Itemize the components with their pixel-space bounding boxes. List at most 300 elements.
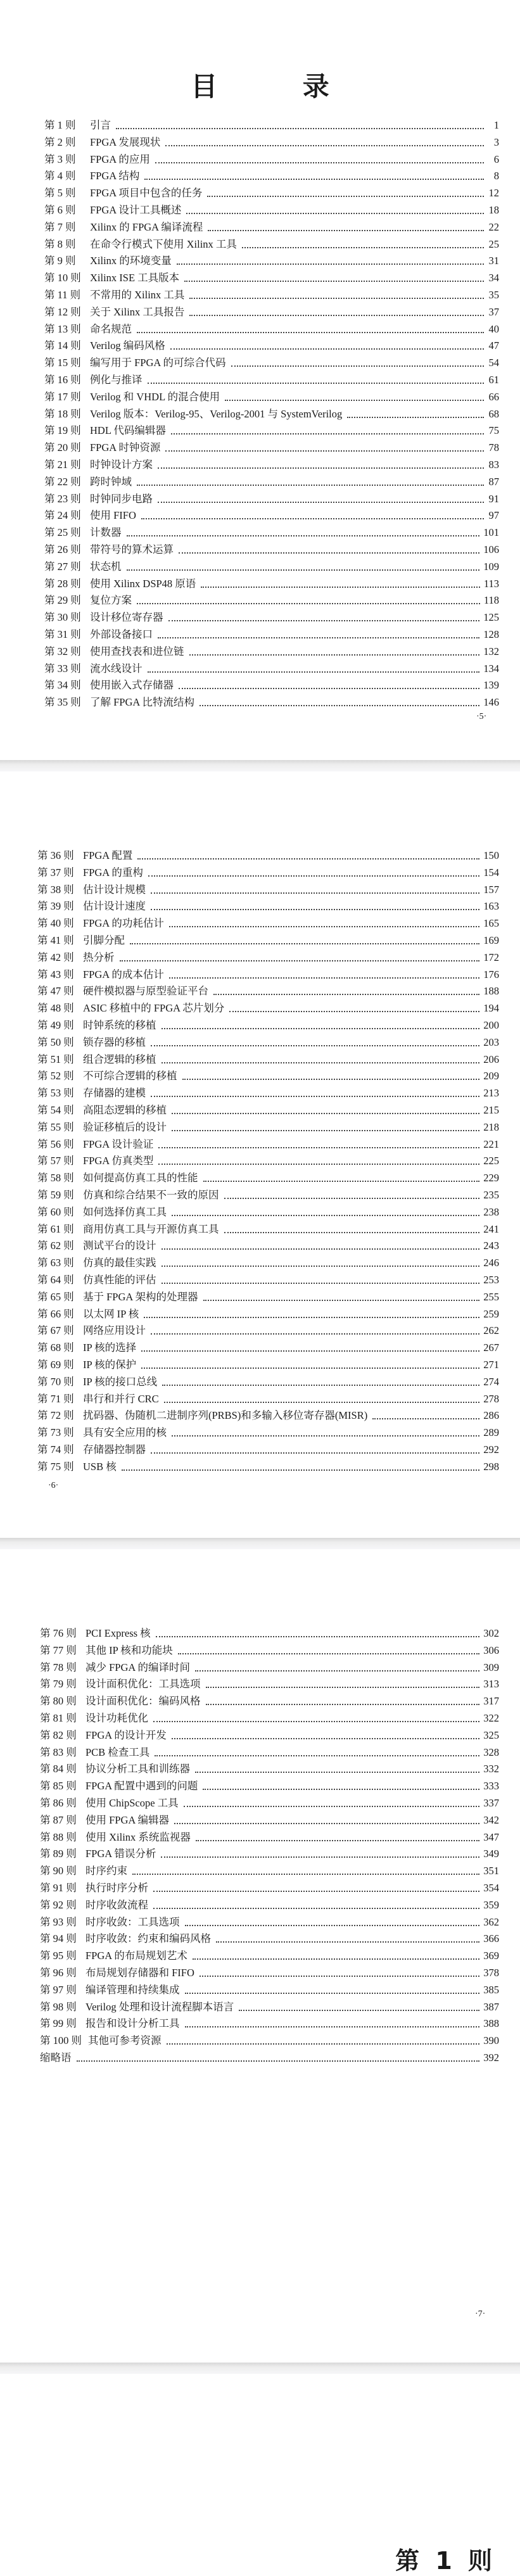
page-divider	[0, 2363, 520, 2374]
dot-leader	[179, 552, 479, 554]
entry-number: 第 62 则	[37, 1240, 74, 1252]
dot-leader	[148, 875, 479, 877]
toc-entry[interactable]	[40, 1881, 499, 1896]
entry-page-number: 366	[483, 1932, 499, 1945]
entry-page-number: 12	[488, 187, 499, 200]
entry-title: Verilog 编码风格	[90, 339, 165, 352]
entry-page-number: 54	[488, 357, 499, 369]
dot-leader	[184, 1806, 480, 1807]
entry-page-number: 313	[483, 1678, 499, 1691]
entry-number: 第 61 则	[37, 1222, 74, 1235]
toc-entry[interactable]	[44, 270, 499, 286]
entry-page-number: 169	[483, 934, 499, 946]
dot-leader	[203, 1789, 479, 1790]
entry-title: 时钟系统的移植	[83, 1019, 156, 1031]
dot-leader	[164, 1402, 480, 1403]
dot-leader	[172, 1215, 479, 1216]
entry-page-number: 388	[483, 2017, 499, 2030]
entry-title: 基于 FPGA 架构的处理器	[83, 1290, 198, 1303]
entry-page-number: 125	[483, 611, 499, 624]
entry-title: 串行和并行 CRC	[83, 1392, 159, 1405]
dot-leader	[168, 620, 480, 621]
toc-entry[interactable]	[44, 186, 499, 201]
entry-title: 使用 FIFO	[90, 509, 136, 522]
entry-number: 第 3 则	[44, 153, 76, 165]
dot-leader	[167, 2043, 480, 2045]
toc-entry[interactable]	[40, 1711, 499, 1726]
entry-title: HDL 代码编辑器	[90, 424, 166, 437]
entry-page-number: 387	[483, 2000, 499, 2013]
toc-entry[interactable]	[44, 118, 499, 133]
toc-entry[interactable]	[37, 916, 499, 931]
dot-leader	[116, 128, 484, 129]
dot-leader	[162, 1385, 479, 1386]
entry-page-number: 6	[493, 153, 499, 165]
entry-page-number: 253	[483, 1274, 499, 1286]
entry-page-number: 18	[488, 204, 499, 216]
entry-number: 第 48 则	[37, 1002, 74, 1015]
entry-page-number: 200	[483, 1019, 499, 1031]
entry-number: 第 14 则	[44, 339, 81, 352]
toc-entry[interactable]	[44, 492, 499, 507]
dot-leader	[161, 1856, 479, 1858]
entry-page-number: 302	[483, 1627, 499, 1639]
entry-number: 第 43 则	[37, 968, 74, 980]
dot-leader	[151, 909, 479, 910]
entry-number: 第 9 则	[44, 255, 76, 267]
dot-leader	[122, 1469, 480, 1471]
entry-title: FPGA 的功耗估计	[83, 917, 164, 930]
toc-entry[interactable]	[40, 1779, 499, 1794]
dot-leader	[155, 1755, 479, 1756]
toc-entry[interactable]	[44, 338, 499, 353]
toc-entry[interactable]	[44, 355, 499, 371]
entry-page-number: 25	[488, 238, 499, 250]
dot-leader	[196, 1840, 479, 1841]
toc-entry[interactable]	[44, 695, 499, 710]
toc-entry[interactable]	[44, 593, 499, 608]
entry-title: Verilog 处理和设计流程脚本语言	[86, 2000, 234, 2013]
entry-title: 使用 ChipScope 工具	[86, 1797, 179, 1809]
toc-entry[interactable]	[37, 1018, 499, 1033]
toc-entry[interactable]	[37, 1255, 499, 1271]
toc-entry[interactable]	[37, 1153, 499, 1169]
toc-entry[interactable]	[37, 1340, 499, 1355]
dot-leader	[127, 535, 480, 536]
entry-number: 第 68 则	[37, 1342, 74, 1354]
dot-leader	[169, 977, 479, 979]
toc-entry[interactable]	[44, 644, 499, 659]
entry-page-number: 332	[483, 1763, 499, 1775]
entry-page-number: 97	[488, 509, 499, 522]
entry-title: 使用 Xilinx 系统监视器	[86, 1830, 191, 1843]
entry-page-number: 3	[493, 136, 499, 148]
dot-leader	[158, 1147, 479, 1148]
dot-leader	[200, 705, 479, 706]
entry-title: FPGA 的设计开发	[86, 1729, 167, 1741]
toc-entry[interactable]	[40, 2050, 499, 2065]
chapter-heading: 第 1 则	[395, 2547, 496, 2575]
entry-number: 第 58 则	[37, 1172, 74, 1184]
entry-title: 减少 FPGA 的编译时间	[86, 1661, 191, 1673]
dot-leader	[200, 1976, 479, 1977]
entry-page-number: 218	[483, 1120, 499, 1133]
toc-entry[interactable]	[44, 627, 499, 642]
entry-number: 第 87 则	[40, 1813, 77, 1826]
toc-entry[interactable]	[44, 542, 499, 557]
toc-entry[interactable]	[37, 1188, 499, 1203]
toc-entry[interactable]	[37, 1323, 499, 1338]
toc-entry[interactable]	[44, 237, 499, 252]
toc-entry[interactable]	[37, 1307, 499, 1322]
entry-number: 第 72 则	[37, 1409, 74, 1422]
entry-page-number: 146	[483, 696, 499, 709]
entry-number: 第 51 则	[37, 1053, 74, 1065]
toc-entry[interactable]	[37, 1103, 499, 1118]
toc-entry[interactable]	[37, 1222, 499, 1237]
entry-page-number: 390	[483, 2034, 499, 2047]
toc-entry[interactable]	[37, 1035, 499, 1050]
toc-entry[interactable]	[40, 2000, 499, 2015]
toc-entry[interactable]	[44, 407, 499, 422]
entry-number: 第 56 则	[37, 1138, 74, 1150]
entry-number: 第 90 则	[40, 1865, 77, 1877]
entry-page-number: 113	[483, 577, 499, 590]
dot-leader	[189, 315, 484, 316]
entry-title: 仿真性能的评估	[83, 1274, 156, 1286]
toc-entry[interactable]	[44, 168, 499, 184]
entry-page-number: 68	[488, 407, 499, 420]
entry-page-number: 385	[483, 1983, 499, 1996]
entry-title: 高阻态逻辑的移植	[83, 1104, 167, 1116]
dot-leader	[153, 1721, 479, 1722]
toc-entry[interactable]	[37, 1425, 499, 1440]
toc-entry[interactable]	[44, 152, 499, 167]
toc-entry[interactable]	[37, 1069, 499, 1084]
entry-number: 第 8 则	[44, 238, 76, 250]
toc-entry[interactable]	[37, 882, 499, 898]
toc-entry[interactable]	[37, 1357, 499, 1373]
toc-entry[interactable]	[44, 576, 499, 592]
dot-leader	[172, 1113, 479, 1114]
entry-number: 第 66 则	[37, 1307, 74, 1320]
entry-page-number: 292	[483, 1443, 499, 1456]
toc-entry[interactable]	[37, 1001, 499, 1016]
toc-entry[interactable]	[44, 559, 499, 574]
entry-page-number: 274	[483, 1375, 499, 1388]
toc-entry[interactable]	[37, 1459, 499, 1475]
entry-number: 第 95 则	[40, 1950, 77, 1962]
toc-entry[interactable]	[44, 525, 499, 540]
dot-leader	[158, 1164, 479, 1165]
entry-title: 验证移植后的设计	[83, 1120, 167, 1133]
entry-page-number: 154	[483, 866, 499, 879]
entry-number: 第 25 则	[44, 526, 81, 539]
entry-title: IP 核的保护	[83, 1359, 137, 1371]
dot-leader	[132, 1874, 479, 1875]
toc-entry[interactable]	[40, 1965, 499, 1981]
toc-entry[interactable]	[44, 288, 499, 303]
toc-entry[interactable]	[44, 253, 499, 269]
toc-entry[interactable]	[40, 1830, 499, 1845]
entry-title: 以太网 IP 核	[83, 1307, 139, 1320]
entry-page-number: 61	[488, 374, 499, 386]
toc-entry[interactable]	[40, 1643, 499, 1658]
dot-leader	[141, 1367, 479, 1369]
toc-entry[interactable]	[40, 1983, 499, 1998]
entry-number: 第 29 则	[44, 594, 81, 607]
entry-page-number: 194	[483, 1002, 499, 1015]
toc-entry[interactable]	[40, 1898, 499, 1913]
entry-number: 第 30 则	[44, 611, 81, 624]
entry-page-number: 118	[483, 594, 499, 607]
toc-entry[interactable]	[40, 1728, 499, 1743]
toc-entry[interactable]	[44, 440, 499, 455]
entry-number: 第 98 则	[40, 2000, 77, 2013]
dot-leader	[162, 1266, 480, 1267]
chapter-page	[0, 2374, 520, 2566]
toc-entry[interactable]	[40, 1863, 499, 1879]
toc-entry[interactable]	[44, 390, 499, 405]
dot-leader	[171, 433, 484, 435]
toc-entry[interactable]	[37, 1205, 499, 1220]
entry-number: 第 93 则	[40, 1915, 77, 1928]
entry-page-number: 347	[483, 1830, 499, 1843]
toc-entry[interactable]	[40, 1931, 499, 1946]
toc-entry[interactable]	[44, 610, 499, 625]
toc-entry[interactable]	[44, 372, 499, 388]
toc-entry[interactable]	[37, 967, 499, 982]
dot-leader	[155, 162, 484, 163]
entry-number: 第 52 则	[37, 1070, 74, 1082]
dot-leader	[186, 213, 484, 214]
dot-leader	[239, 2010, 479, 2011]
toc-entry[interactable]	[37, 848, 499, 863]
entry-number: 第 50 则	[37, 1036, 74, 1048]
entry-title: ASIC 移植中的 FPGA 芯片划分	[83, 1002, 225, 1015]
toc-entry[interactable]	[37, 1290, 499, 1305]
entry-title: 引言	[90, 119, 111, 131]
entry-number: 第 10 则	[44, 272, 81, 284]
toc-entry[interactable]	[40, 2033, 499, 2048]
entry-title: 估计设计速度	[83, 900, 146, 913]
dot-leader	[144, 1317, 479, 1318]
toc-entry[interactable]	[37, 933, 499, 948]
toc-entry[interactable]	[37, 1272, 499, 1288]
entry-number: 第 71 则	[37, 1392, 74, 1405]
entry-title: FPGA 结构	[90, 170, 140, 182]
page-folio: ·6·	[48, 1481, 59, 1490]
entry-page-number: 157	[483, 883, 499, 896]
entry-title: IP 核的选择	[83, 1342, 137, 1354]
entry-number: 第 96 则	[40, 1967, 77, 1979]
entry-title: 设计面积优化：工具选项	[86, 1678, 201, 1691]
entry-number: 第 55 则	[37, 1120, 74, 1133]
entry-page-number: 31	[488, 255, 499, 267]
entry-page-number: 139	[483, 679, 499, 692]
entry-title: 锁存器的移植	[83, 1036, 146, 1048]
entry-title: 不可综合逻辑的移植	[83, 1070, 177, 1082]
dot-leader	[165, 145, 484, 146]
entry-title: 报告和设计分析工具	[86, 2017, 180, 2030]
entry-title: Xilinx ISE 工具版本	[90, 272, 180, 284]
toc-entry[interactable]	[44, 678, 499, 693]
entry-page-number: 22	[488, 220, 499, 233]
entry-page-number: 47	[488, 339, 499, 352]
dot-leader	[174, 1823, 479, 1824]
entry-title: Xilinx 的环境变量	[90, 255, 172, 267]
toc-entry[interactable]	[40, 1677, 499, 1692]
entry-title: 协议分析工具和训练器	[86, 1763, 190, 1775]
page-folio: ·7·	[475, 2309, 486, 2319]
entry-page-number: 246	[483, 1257, 499, 1269]
entry-page-number: 349	[483, 1848, 499, 1860]
entry-title: 编写用于 FPGA 的可综合代码	[90, 357, 226, 369]
entry-number: 第 92 则	[40, 1898, 77, 1911]
entry-page-number: 351	[483, 1865, 499, 1877]
dot-leader	[177, 263, 484, 265]
dot-leader	[224, 1232, 480, 1233]
entry-number: 第 15 则	[44, 357, 81, 369]
toc-entry[interactable]	[40, 1915, 499, 1930]
toc-entry[interactable]	[37, 1238, 499, 1253]
entry-number: 第 67 则	[37, 1324, 74, 1337]
dot-leader	[170, 348, 484, 350]
entry-title: 时钟设计方案	[90, 459, 153, 471]
toc-entry[interactable]	[44, 135, 499, 150]
entry-title: 关于 Xilinx 工具报告	[90, 305, 185, 318]
entry-title: FPGA 的布局规划艺术	[86, 1950, 187, 1962]
entry-page-number: 91	[488, 492, 499, 505]
toc-entry[interactable]	[37, 1137, 499, 1152]
toc-entry[interactable]	[44, 322, 499, 337]
dot-leader	[77, 2060, 480, 2062]
dot-leader	[137, 603, 480, 604]
toc-entry[interactable]	[37, 1374, 499, 1390]
toc-entry[interactable]	[37, 1120, 499, 1135]
toc-entry[interactable]	[44, 508, 499, 523]
dot-leader	[148, 383, 485, 384]
toc-entry[interactable]	[37, 899, 499, 914]
toc-entry[interactable]	[37, 1052, 499, 1067]
entry-page-number: 392	[483, 2052, 499, 2064]
entry-page-number: 362	[483, 1915, 499, 1928]
entry-title: 设计面积优化：编码风格	[86, 1695, 201, 1708]
entry-page-number: 337	[483, 1797, 499, 1809]
toc-entry[interactable]	[40, 1813, 499, 1828]
entry-page-number: 75	[488, 424, 499, 437]
toc-entry[interactable]	[44, 457, 499, 473]
toc-entry[interactable]	[44, 661, 499, 676]
entry-title: FPGA 发展现状	[90, 136, 161, 148]
toc-entry[interactable]	[40, 1948, 499, 1964]
entry-page-number: 172	[483, 951, 499, 963]
toc-entry[interactable]	[44, 423, 499, 438]
dot-leader	[184, 281, 484, 282]
entry-title: FPGA 错误分析	[86, 1848, 156, 1860]
toc-entry[interactable]	[37, 1442, 499, 1457]
entry-title: 其他 IP 核和功能块	[86, 1644, 173, 1656]
dot-leader	[201, 587, 480, 588]
page-divider	[0, 760, 520, 771]
toc-entry[interactable]	[40, 1660, 499, 1675]
entry-title: 缩略语	[40, 2052, 72, 2064]
toc-entry[interactable]	[37, 1392, 499, 1407]
entry-title: 存储器控制器	[83, 1443, 146, 1456]
entry-page-number: 165	[483, 917, 499, 930]
entry-page-number: 359	[483, 1898, 499, 1911]
toc-entry[interactable]	[44, 305, 499, 320]
toc-entry[interactable]	[37, 984, 499, 999]
toc-entry[interactable]	[40, 1694, 499, 1709]
toc-entry[interactable]	[40, 1626, 499, 1641]
entry-title: FPGA 的成本估计	[83, 968, 164, 980]
toc-entry[interactable]	[37, 950, 499, 965]
toc-entry[interactable]	[40, 1761, 499, 1777]
entry-number: 第 69 则	[37, 1359, 74, 1371]
entry-number: 第 6 则	[44, 204, 76, 216]
toc-title: 目 录	[191, 71, 367, 102]
dot-leader	[137, 332, 484, 333]
entry-title: 布局规划存储器和 FIFO	[86, 1967, 194, 1979]
entry-page-number: 262	[483, 1324, 499, 1337]
dot-leader	[137, 858, 479, 860]
entry-number: 第 42 则	[37, 951, 74, 963]
entry-number: 第 13 则	[44, 322, 81, 335]
entry-title: FPGA 项目中包含的任务	[90, 187, 203, 200]
entry-page-number: 278	[483, 1392, 499, 1405]
entry-title: 设计功耗优化	[86, 1712, 148, 1724]
entry-title: 时钟同步电路	[90, 492, 153, 505]
toc-entry[interactable]	[40, 2016, 499, 2031]
toc-entry[interactable]	[40, 1846, 499, 1862]
entry-number: 第 27 则	[44, 560, 81, 573]
entry-page-number: 369	[483, 1950, 499, 1962]
entry-title: 估计设计规模	[83, 883, 146, 896]
toc-entry[interactable]	[37, 865, 499, 880]
entry-number: 第 7 则	[44, 220, 76, 233]
entry-number: 第 17 则	[44, 390, 81, 403]
entry-page-number: 87	[488, 475, 499, 488]
dot-leader	[162, 1062, 480, 1063]
entry-title: 执行时序分析	[86, 1882, 148, 1894]
dot-leader	[169, 926, 479, 927]
toc-entry[interactable]	[37, 1408, 499, 1423]
entry-title: 在命令行模式下使用 Xilinx 工具	[90, 238, 237, 250]
entry-title: 时序约束	[86, 1865, 127, 1877]
toc-entry[interactable]	[44, 220, 499, 235]
entry-number: 第 57 则	[37, 1155, 74, 1167]
entry-number: 第 84 则	[40, 1763, 77, 1775]
page-folio: ·5·	[476, 712, 487, 721]
entry-page-number: 238	[483, 1205, 499, 1218]
toc-entry[interactable]	[44, 203, 499, 218]
entry-title: 使用查找表和进位链	[90, 645, 184, 657]
toc-entry[interactable]	[37, 1171, 499, 1186]
toc-entry[interactable]	[40, 1745, 499, 1760]
entry-page-number: 298	[483, 1460, 499, 1473]
dot-leader	[372, 1418, 479, 1419]
toc-entry[interactable]	[37, 1086, 499, 1101]
entry-title: PCI Express 核	[86, 1627, 151, 1639]
entry-page-number: 188	[483, 985, 499, 998]
toc-entry[interactable]	[40, 1796, 499, 1811]
dot-leader	[206, 1704, 480, 1705]
entry-title: 如何选择仿真工具	[83, 1205, 167, 1218]
entry-title: Verilog 和 VHDL 的混合使用	[90, 390, 220, 403]
toc-entry[interactable]	[44, 474, 499, 490]
dot-leader	[148, 671, 480, 673]
